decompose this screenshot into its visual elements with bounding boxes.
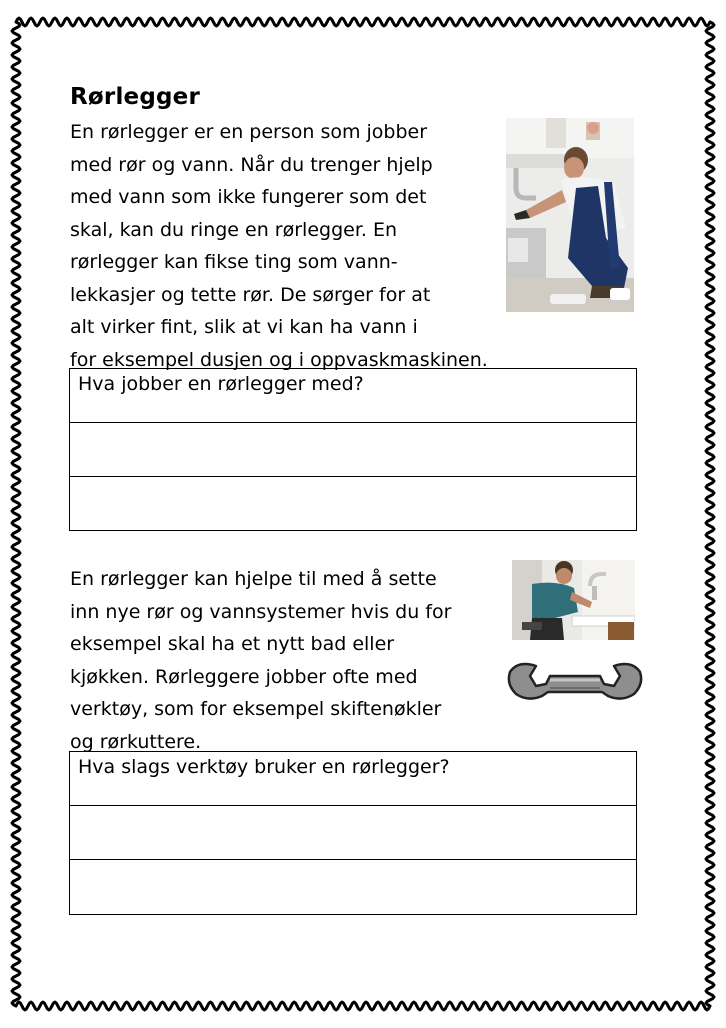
- page-title: Rørlegger: [70, 84, 201, 110]
- plumber-under-sink-photo: [506, 118, 634, 312]
- tools-paragraph: En rørlegger kan hjelpe til med å sette inn nye rør og vannsystemer hvis du for eksempel skal ha et nytt bad eller kjøkken. Rørleggere jobber ofte med verktøy, som for eksempel skiftenøkler og rørkuttere.: [70, 568, 452, 753]
- question-1: Hva jobber en rørlegger med?: [70, 369, 636, 423]
- answer-line[interactable]: [70, 423, 636, 477]
- answer-line[interactable]: [70, 806, 636, 860]
- question-2: Hva slags verktøy bruker en rørlegger?: [70, 752, 636, 806]
- plumber-at-sink-photo: [512, 560, 635, 640]
- answer-box-1: [69, 368, 637, 531]
- answer-line[interactable]: [70, 860, 636, 914]
- answer-line[interactable]: [70, 477, 636, 531]
- wrench-icon: [504, 658, 644, 710]
- intro-paragraph: En rørlegger er en person som jobber med rør og vann. Når du trenger hjelp med vann som ikke fungerer som det skal, kan du ringe en rørlegger. En rørlegger kan fikse ting som vann- lekkasjer og tette rør. De sørger for at alt virker fint, slik at vi kan ha vann i for eksempel dusjen og i oppvaskmaskinen.: [70, 121, 488, 371]
- answer-box-2: [69, 751, 637, 915]
